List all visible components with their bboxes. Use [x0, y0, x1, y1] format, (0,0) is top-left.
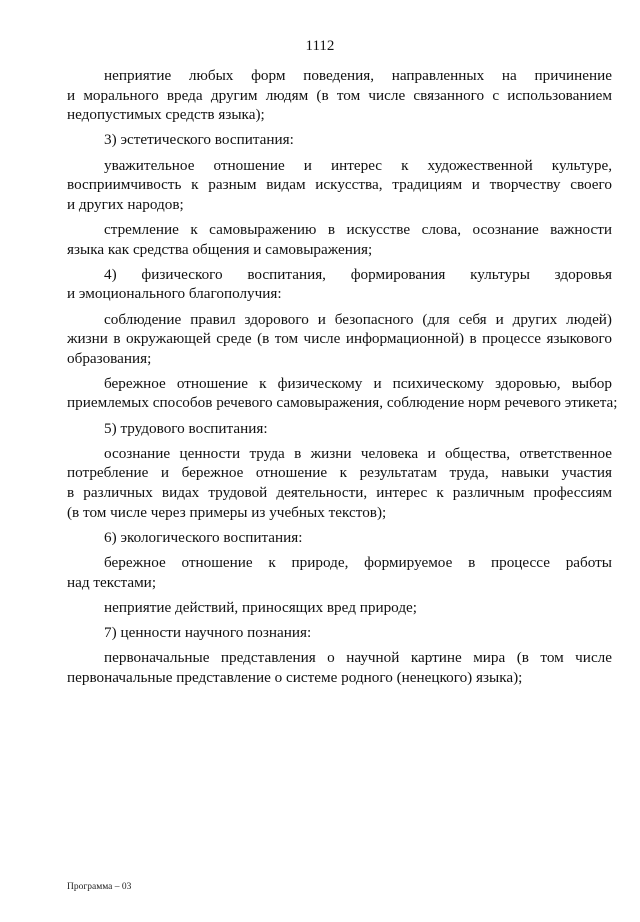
text-line: неприятие действий, приносящих вред природе; — [104, 598, 418, 616]
paragraph — [67, 156, 612, 215]
text-line: 6) экологического воспитания: — [104, 528, 303, 546]
text-line: 7) ценности научного познания: — [104, 623, 312, 641]
section-heading — [67, 623, 612, 643]
footer-label: Программа – 03 — [67, 882, 132, 892]
text-line: стремление к самовыражению в искусстве слова, осознание важности — [104, 220, 612, 238]
paragraph — [67, 648, 612, 687]
paragraph — [67, 598, 612, 618]
paragraph — [67, 553, 612, 592]
text-line: неприятие любых форм поведения, направленных на причинение — [104, 67, 612, 84]
text-line: восприимчивость к разным видам искусства, традициям и творчеству своего — [67, 176, 612, 194]
text-line: недопустимых средств языка); — [67, 106, 265, 124]
text-line: потребление и бережное отношение к результатам труда, навыки участия — [67, 464, 612, 482]
text-line: и морального вреда другим людям (в том числе связанного с использованием — [67, 86, 612, 104]
text-line: уважительное отношение и интерес к художественной культуре, — [104, 156, 612, 174]
text-line: и других народов; — [67, 195, 184, 213]
text-line: соблюдение правил здорового и безопасного (для себя и других людей) — [104, 310, 612, 328]
paragraph — [67, 444, 612, 522]
text-line: первоначальные представление о системе родного (ненецкого) языка); — [67, 668, 523, 686]
paragraph — [67, 66, 612, 125]
text-line: и эмоционального благополучия: — [67, 285, 282, 303]
text-line: языка как средства общения и самовыражения; — [67, 240, 373, 258]
paragraph — [67, 220, 612, 259]
section-heading — [67, 528, 612, 548]
text-line: бережное отношение к природе, формируемое в процессе работы — [104, 554, 612, 571]
paragraph — [67, 310, 612, 369]
text-line: приемлемых способов речевого самовыражения, соблюдение норм речевого этикета; — [67, 394, 618, 412]
text-line: осознание ценности труда в жизни человека и общества, ответственное — [104, 444, 612, 462]
section-heading — [67, 419, 612, 439]
text-line: 4) физического воспитания, формирования культуры здоровья — [104, 265, 612, 283]
text-line: первоначальные представления о научной картине мира (в том числе — [104, 649, 612, 667]
text-line: 5) трудового воспитания: — [104, 419, 268, 437]
document-body — [67, 66, 618, 693]
text-line: (в том числе через примеры из учебных текстов); — [67, 503, 387, 521]
text-line: бережное отношение к физическому и психическому здоровью, выбор — [104, 374, 612, 392]
section-heading — [67, 265, 612, 304]
text-line: над текстами; — [67, 573, 157, 591]
page-number: 1112 — [305, 38, 335, 54]
text-line: жизни в окружающей среде (в том числе информационной) в процессе языкового — [67, 330, 612, 348]
text-line: в различных видах трудовой деятельности, интерес к различным профессиям — [67, 484, 612, 502]
section-heading — [67, 130, 612, 150]
text-line: 3) эстетического воспитания: — [104, 131, 294, 149]
paragraph — [67, 374, 618, 413]
text-line: образования; — [67, 349, 152, 367]
